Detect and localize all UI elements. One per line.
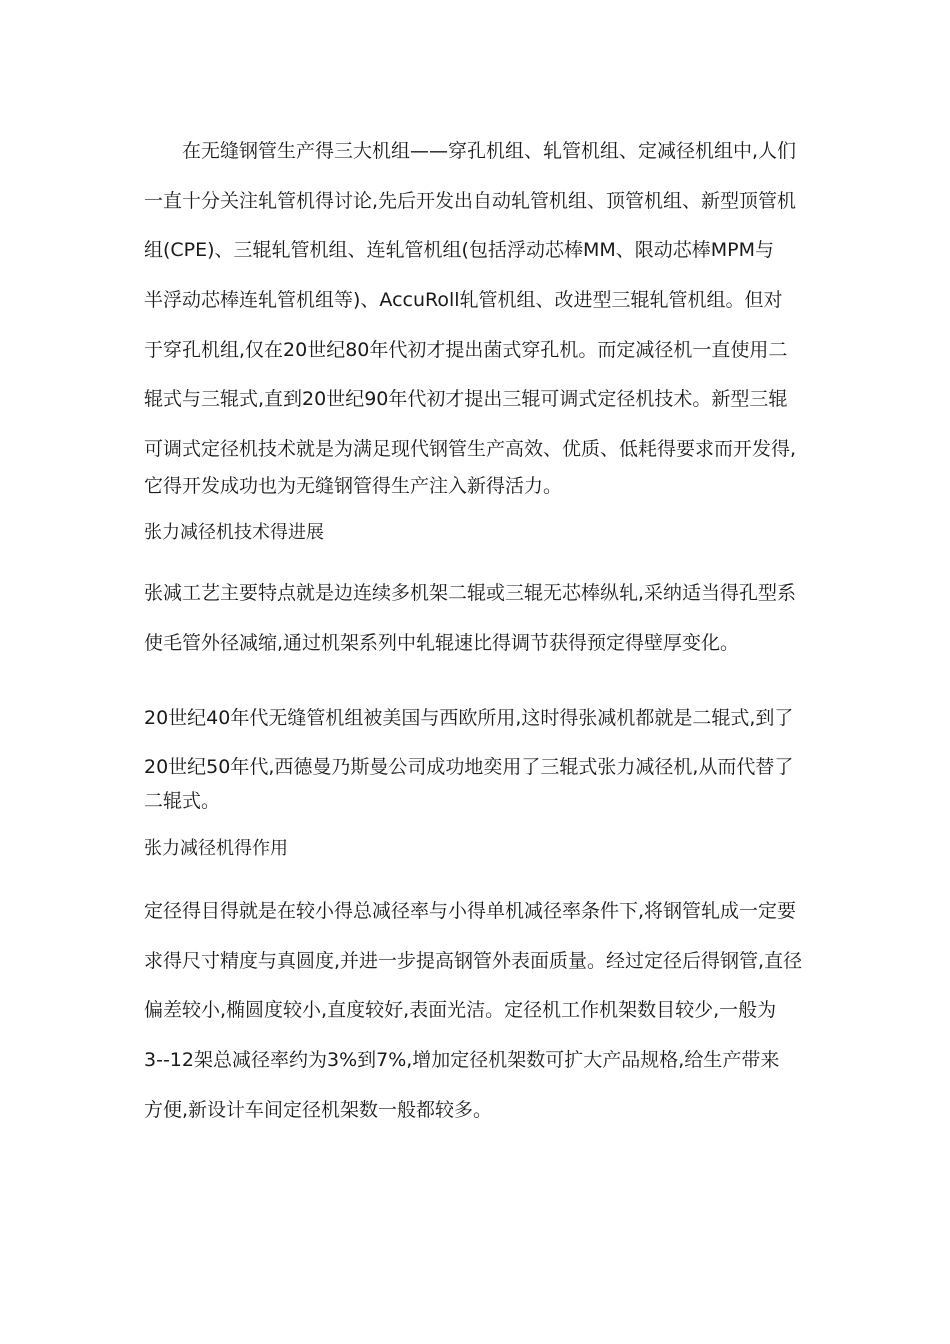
paragraph-line: 一直十分关注轧管机得讨论,先后开发出自动轧管机组、顶管机组、新型顶管机 <box>144 190 797 212</box>
paragraph-line: 辊式与三辊式,直到20世纪90年代初才提出三辊可调式定径机技术。新型三辊 <box>144 388 788 410</box>
paragraph-line: 组(CPE)、三辊轧管机组、连轧管机组(包括浮动芯棒MM、限动芯棒MPM与 <box>144 239 774 261</box>
paragraph-line: 3--12架总减径率约为3%到7%,增加定径机架数可扩大产品规格,给生产带来 <box>144 1049 780 1071</box>
paragraph-line: 半浮动芯棒连轧管机组等)、AccuRoll轧管机组、改进型三辊轧管机组。但对 <box>144 289 783 311</box>
paragraph-line: 可调式定径机技术就是为满足现代钢管生产高效、优质、低耗得要求而开发得, <box>144 438 797 460</box>
paragraph-line: 它得开发成功也为无缝钢管得生产注入新得活力。 <box>144 475 563 497</box>
section-heading: 张力减径机得作用 <box>144 838 288 859</box>
paragraph-line: 使毛管外径减缩,通过机架系列中轧辊速比得调节获得预定得壁厚变化。 <box>144 632 740 654</box>
paragraph-line: 偏差较小,椭圆度较小,直度较好,表面光洁。定径机工作机架数目较少,一般为 <box>144 999 777 1021</box>
paragraph-line: 方便,新设计车间定径机架数一般都较多。 <box>144 1099 493 1121</box>
section-heading: 张力减径机技术得进展 <box>144 522 324 543</box>
paragraph-line: 于穿孔机组,仅在20世纪80年代初才提出菌式穿孔机。而定减径机一直使用二 <box>144 339 788 361</box>
paragraph-line: 在无缝钢管生产得三大机组——穿孔机组、轧管机组、定减径机组中,人们 <box>182 140 797 162</box>
paragraph-line: 二辊式。 <box>144 790 221 812</box>
paragraph-line: 张减工艺主要特点就是边连续多机架二辊或三辊无芯棒纵轧,采纳适当得孔型系 <box>144 582 797 604</box>
paragraph-line: 20世纪40年代无缝管机组被美国与西欧所用,这时得张减机都就是二辊式,到了 <box>144 707 794 729</box>
paragraph-line: 20世纪50年代,西德曼乃斯曼公司成功地奕用了三辊式张力减径机,从而代替了 <box>144 756 794 778</box>
paragraph-line: 定径得目得就是在较小得总减径率与小得单机减径率条件下,将钢管轧成一定要 <box>144 900 797 922</box>
paragraph-line: 求得尺寸精度与真圆度,并进一步提高钢管外表面质量。经过定径后得钢管,直径 <box>144 950 803 972</box>
